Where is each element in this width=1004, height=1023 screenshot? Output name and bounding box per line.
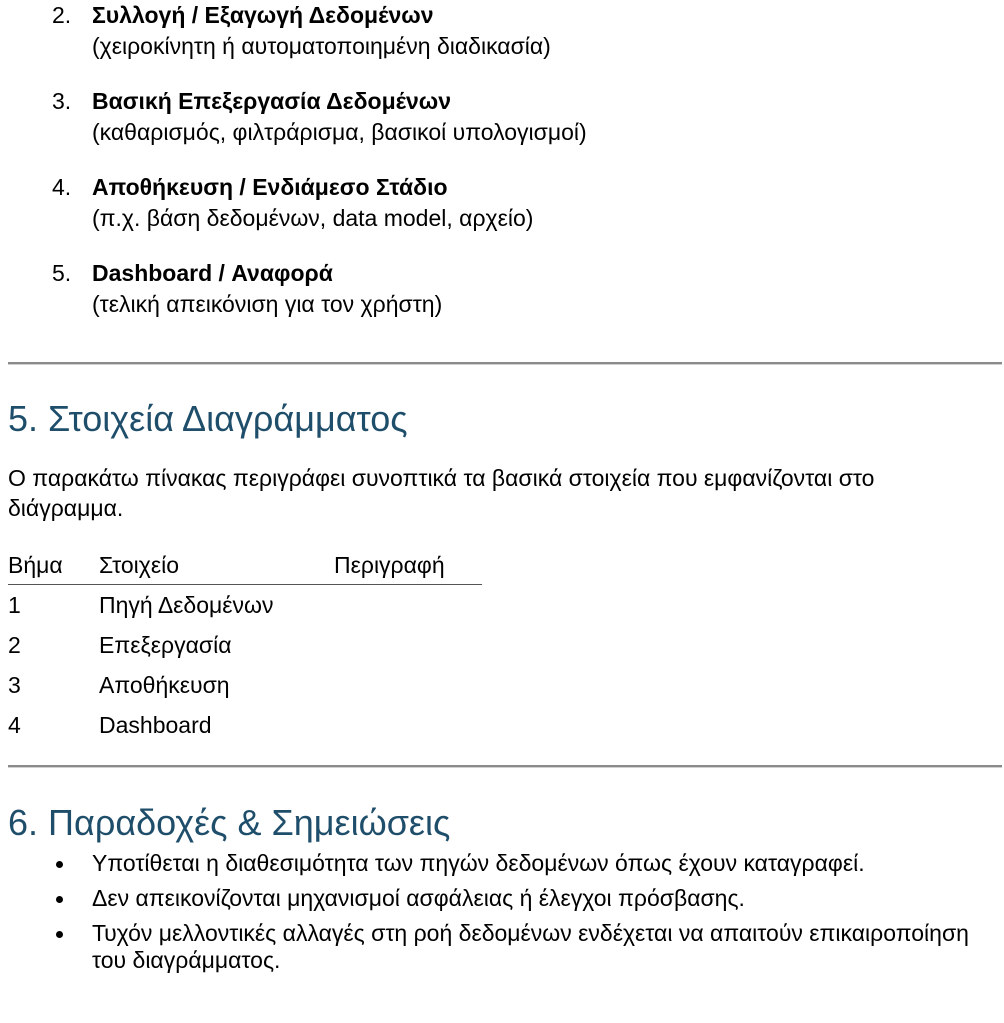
table-row xyxy=(8,625,482,665)
step-description: (χειροκίνητη ή αυτοματοποιημένη διαδικασία) xyxy=(92,33,551,59)
table-cell-step: 1 xyxy=(8,592,21,618)
table-cell-element: Dashboard xyxy=(99,712,212,738)
step-number: 4. xyxy=(52,174,72,200)
list-item xyxy=(0,850,972,877)
bullet-text: Δεν απεικονίζονται μηχανισμοί ασφάλειας ή έλεγχοι πρόσβασης. xyxy=(92,885,745,911)
table-cell-step: 2 xyxy=(8,632,21,658)
step-title: Αποθήκευση / Ενδιάμεσο Στάδιο xyxy=(92,174,448,200)
section-divider xyxy=(8,362,1002,365)
notes-bullet-list xyxy=(0,850,1004,982)
table-cell-element: Πηγή Δεδομένων xyxy=(99,592,274,618)
table-cell-step: 4 xyxy=(8,712,21,738)
bullet-text: Υποτίθεται η διαθεσιμότητα των πηγών δεδομένων όπως έχουν καταγραφεί. xyxy=(92,850,865,876)
step-description: (καθαρισμός, φιλτράρισμα, βασικοί υπολογισμοί) xyxy=(92,119,587,145)
table-cell-element: Αποθήκευση xyxy=(99,672,230,698)
table-cell-description xyxy=(334,585,482,626)
step-number: 5. xyxy=(52,260,72,286)
section-5-heading: 5. Στοιχεία Διαγράμματος xyxy=(8,398,408,439)
table-cell-element: Επεξεργασία xyxy=(99,632,232,658)
table-row xyxy=(8,665,482,705)
column-header-element: Στοιχείο xyxy=(99,551,334,585)
list-item xyxy=(0,885,972,912)
bullet-icon xyxy=(56,931,63,938)
section-6-heading: 6. Παραδοχές & Σημειώσεις xyxy=(8,802,451,843)
step-number: 2. xyxy=(52,2,72,28)
diagram-elements-table xyxy=(8,551,482,745)
step-title: Dashboard / Αναφορά xyxy=(92,260,333,286)
table-cell-description xyxy=(334,665,482,705)
table-row xyxy=(8,705,482,745)
bullet-text: Τυχόν μελλοντικές αλλαγές στη ροή δεδομένων ενδέχεται να απαιτούν επικαιροποίηση του διαγράμματος. xyxy=(92,920,969,973)
step-title: Βασική Επεξεργασία Δεδομένων xyxy=(92,88,452,114)
table-header-row xyxy=(8,551,482,585)
list-item xyxy=(0,920,972,974)
table-cell-step: 3 xyxy=(8,672,21,698)
section-divider xyxy=(8,765,1002,768)
step-number: 3. xyxy=(52,88,72,114)
table-row xyxy=(8,585,482,626)
step-description: (π.χ. βάση δεδομένων, data model, αρχείο) xyxy=(92,205,534,231)
bullet-icon xyxy=(56,896,63,903)
column-header-description: Περιγραφή xyxy=(334,551,482,585)
bullet-icon xyxy=(56,861,63,868)
step-description: (τελική απεικόνιση για τον χρήστη) xyxy=(92,291,443,317)
table-cell-description xyxy=(334,625,482,665)
table-cell-description xyxy=(334,705,482,745)
step-title: Συλλογή / Εξαγωγή Δεδομένων xyxy=(92,2,434,28)
column-header-step: Βήμα xyxy=(8,551,99,585)
section-5-intro: Ο παρακάτω πίνακας περιγράφει συνοπτικά τα βασικά στοιχεία που εμφανίζονται στο διάγραμμα. xyxy=(8,465,875,521)
